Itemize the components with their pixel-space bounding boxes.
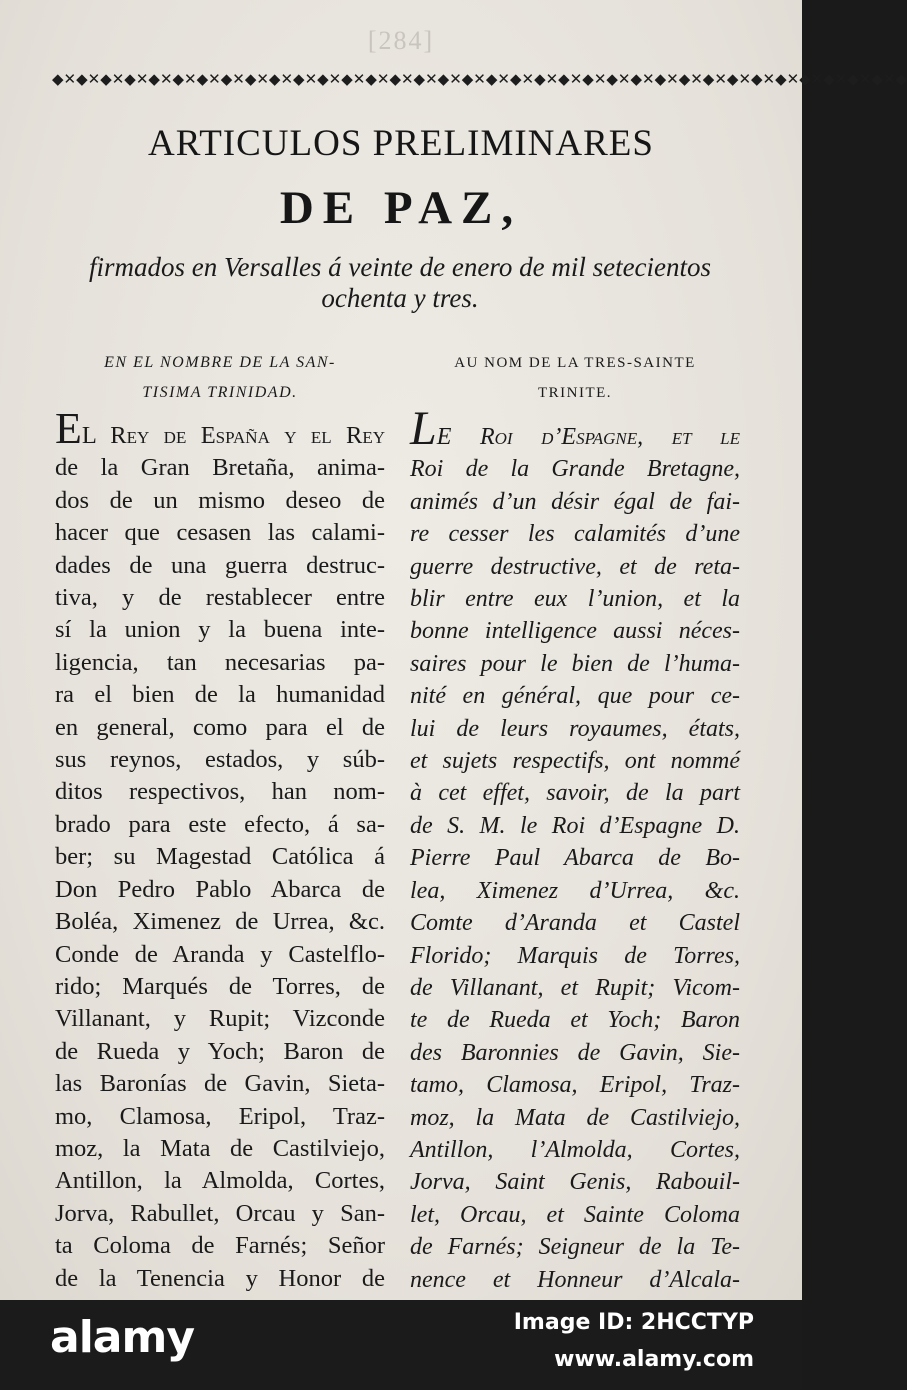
subtitle — [50, 252, 750, 314]
french-body-line: Pierre Paul Abarca de Bo- — [410, 845, 740, 872]
alamy-logo: alamy — [50, 1312, 194, 1363]
spanish-body-line: mo, Clamosa, Eripol, Traz- — [55, 1102, 385, 1130]
spanish-body-line: Boléa, Ximenez de Urrea, &c. — [55, 908, 385, 936]
french-body-line: nence et Honneur d’Alcala- — [410, 1266, 740, 1293]
french-body-line: moz, la Mata de Castilviejo, — [410, 1104, 740, 1131]
french-body-line: saires pour le bien de l’huma- — [410, 650, 740, 677]
french-body-text — [410, 402, 740, 1296]
french-body-line: des Baronnies de Gavin, Sie- — [410, 1039, 740, 1066]
french-body-line: Jorva, Saint Genis, Rabouil- — [410, 1169, 740, 1196]
spanish-body-dropcap: E — [55, 404, 82, 453]
french-body-line: de S. M. le Roi d’Espagne D. — [410, 812, 740, 839]
spanish-body-line: hacer que cesasen las calami- — [55, 519, 385, 547]
spanish-body-line: rido; Marqués de Torres, de — [55, 972, 385, 1000]
french-body-line: blir entre eux l’union, et la — [410, 586, 740, 613]
ornamental-border: ◆✕◆✕◆✕◆✕◆✕◆✕◆✕◆✕◆✕◆✕◆✕◆✕◆✕◆✕◆✕◆✕◆✕◆✕◆✕◆✕◆✕◆✕◆✕◆✕◆✕◆✕◆✕◆✕◆✕◆✕◆✕◆✕◆✕◆✕◆✕◆ — [52, 70, 907, 88]
french-body-line: animés d’un désir égal de fai- — [410, 488, 740, 515]
spanish-body-line: Antillon, la Almolda, Cortes, — [55, 1167, 385, 1195]
french-body-line: let, Orcau, et Sainte Coloma — [410, 1201, 740, 1228]
french-heading-line-2: TRINITE. — [537, 385, 613, 401]
subtitle-line-1: firmados en Versalles á veinte de enero de mil setecientos — [88, 252, 712, 282]
spanish-body-line: de Rueda y Yoch; Baron de — [55, 1037, 385, 1065]
french-body-line: à cet effet, savoir, de la part — [410, 780, 740, 807]
spanish-body-line: las Baronías de Gavin, Sieta- — [55, 1070, 385, 1098]
french-body-line: Roi de la Grande Bretagne, — [410, 456, 740, 483]
page-number: [284] — [367, 26, 435, 55]
spanish-body-line: Don Pedro Pablo Abarca de — [55, 875, 385, 903]
title-line-2: DE PAZ, — [279, 182, 523, 234]
french-body-first-line-text: E Roi d’Espagne, et le — [436, 424, 740, 450]
spanish-body-line: brado para este efecto, á sa- — [55, 810, 385, 838]
french-body-dropcap: L — [410, 402, 437, 455]
french-column-heading — [410, 348, 740, 414]
french-body-line: re cesser les calamités d’une — [410, 521, 740, 548]
title-line-1: ARTICULOS PRELIMINARES — [148, 123, 654, 164]
spanish-body-line: en general, como para el de — [55, 713, 385, 741]
french-body-line: tamo, Clamosa, Eripol, Traz- — [410, 1072, 740, 1099]
subtitle-line-2: ochenta y tres. — [321, 283, 479, 313]
spanish-body-text — [55, 404, 385, 1295]
french-body-line: nité en général, que pour ce- — [410, 683, 740, 710]
spanish-body-first-line-text: L Rey de España y el Rey — [81, 422, 385, 449]
site-url: www.alamy.com — [554, 1347, 754, 1372]
spanish-heading-line-1: EN EL NOMBRE DE LA SAN- — [104, 354, 336, 371]
french-body-line: lui de leurs royaumes, états, — [410, 715, 740, 742]
spanish-body-line: moz, la Mata de Castilviejo, — [55, 1134, 385, 1162]
spanish-body-line: ra el bien de la humanidad — [55, 681, 385, 709]
french-body-line: te de Rueda et Yoch; Baron — [410, 1007, 740, 1034]
french-body-line: bonne intelligence aussi néces- — [410, 618, 740, 645]
french-body-line: Comte d’Aranda et Castel — [410, 910, 740, 937]
spanish-body-line: ta Coloma de Farnés; Señor — [55, 1232, 385, 1260]
spanish-body-line: sí la union y la buena inte- — [55, 616, 385, 644]
spanish-body-line: de la Gran Bretaña, anima- — [55, 454, 385, 482]
french-body-line: de Villanant, et Rupit; Vicom- — [410, 974, 740, 1001]
spanish-body-line: Jorva, Rabullet, Orcau y San- — [55, 1199, 385, 1227]
french-body-line: et sujets respectifs, ont nommé — [410, 748, 740, 775]
french-body-line — [410, 402, 740, 455]
french-column — [410, 348, 740, 1296]
spanish-column — [55, 348, 385, 1295]
spanish-body-line: dades de una guerra destruc- — [55, 551, 385, 579]
image-id-label: Image ID: 2HCCTYP — [513, 1310, 754, 1335]
spanish-body-line — [55, 404, 385, 453]
spanish-body-line: de la Tenencia y Honor de — [55, 1264, 385, 1292]
spanish-column-heading — [55, 348, 385, 414]
spanish-body-line: Villanant, y Rupit; Vizconde — [55, 1005, 385, 1033]
french-body-line: Florido; Marquis de Torres, — [410, 942, 740, 969]
spanish-body-line: tiva, y de restablecer entre — [55, 584, 385, 612]
french-heading-line-1: AU NOM DE LA TRES-SAINTE — [454, 355, 696, 371]
spanish-body-line: ditos respectivos, han nom- — [55, 778, 385, 806]
french-body-line: lea, Ximenez d’Urrea, &c. — [410, 877, 740, 904]
french-body-line: de Farnés; Seigneur de la Te- — [410, 1234, 740, 1261]
spanish-body-line: Conde de Aranda y Castelflo- — [55, 940, 385, 968]
spanish-body-line: dos de un mismo deseo de — [55, 486, 385, 514]
spanish-heading-line-2: TISIMA TRINIDAD. — [142, 384, 298, 401]
spanish-body-line: ligencia, tan necesarias pa- — [55, 648, 385, 676]
spanish-body-line: sus reynos, estados, y súb- — [55, 746, 385, 774]
french-body-line: Antillon, l’Almolda, Cortes, — [410, 1136, 740, 1163]
spanish-body-line: ber; su Magestad Católica á — [55, 843, 385, 871]
french-body-line: guerre destructive, et de reta- — [410, 553, 740, 580]
